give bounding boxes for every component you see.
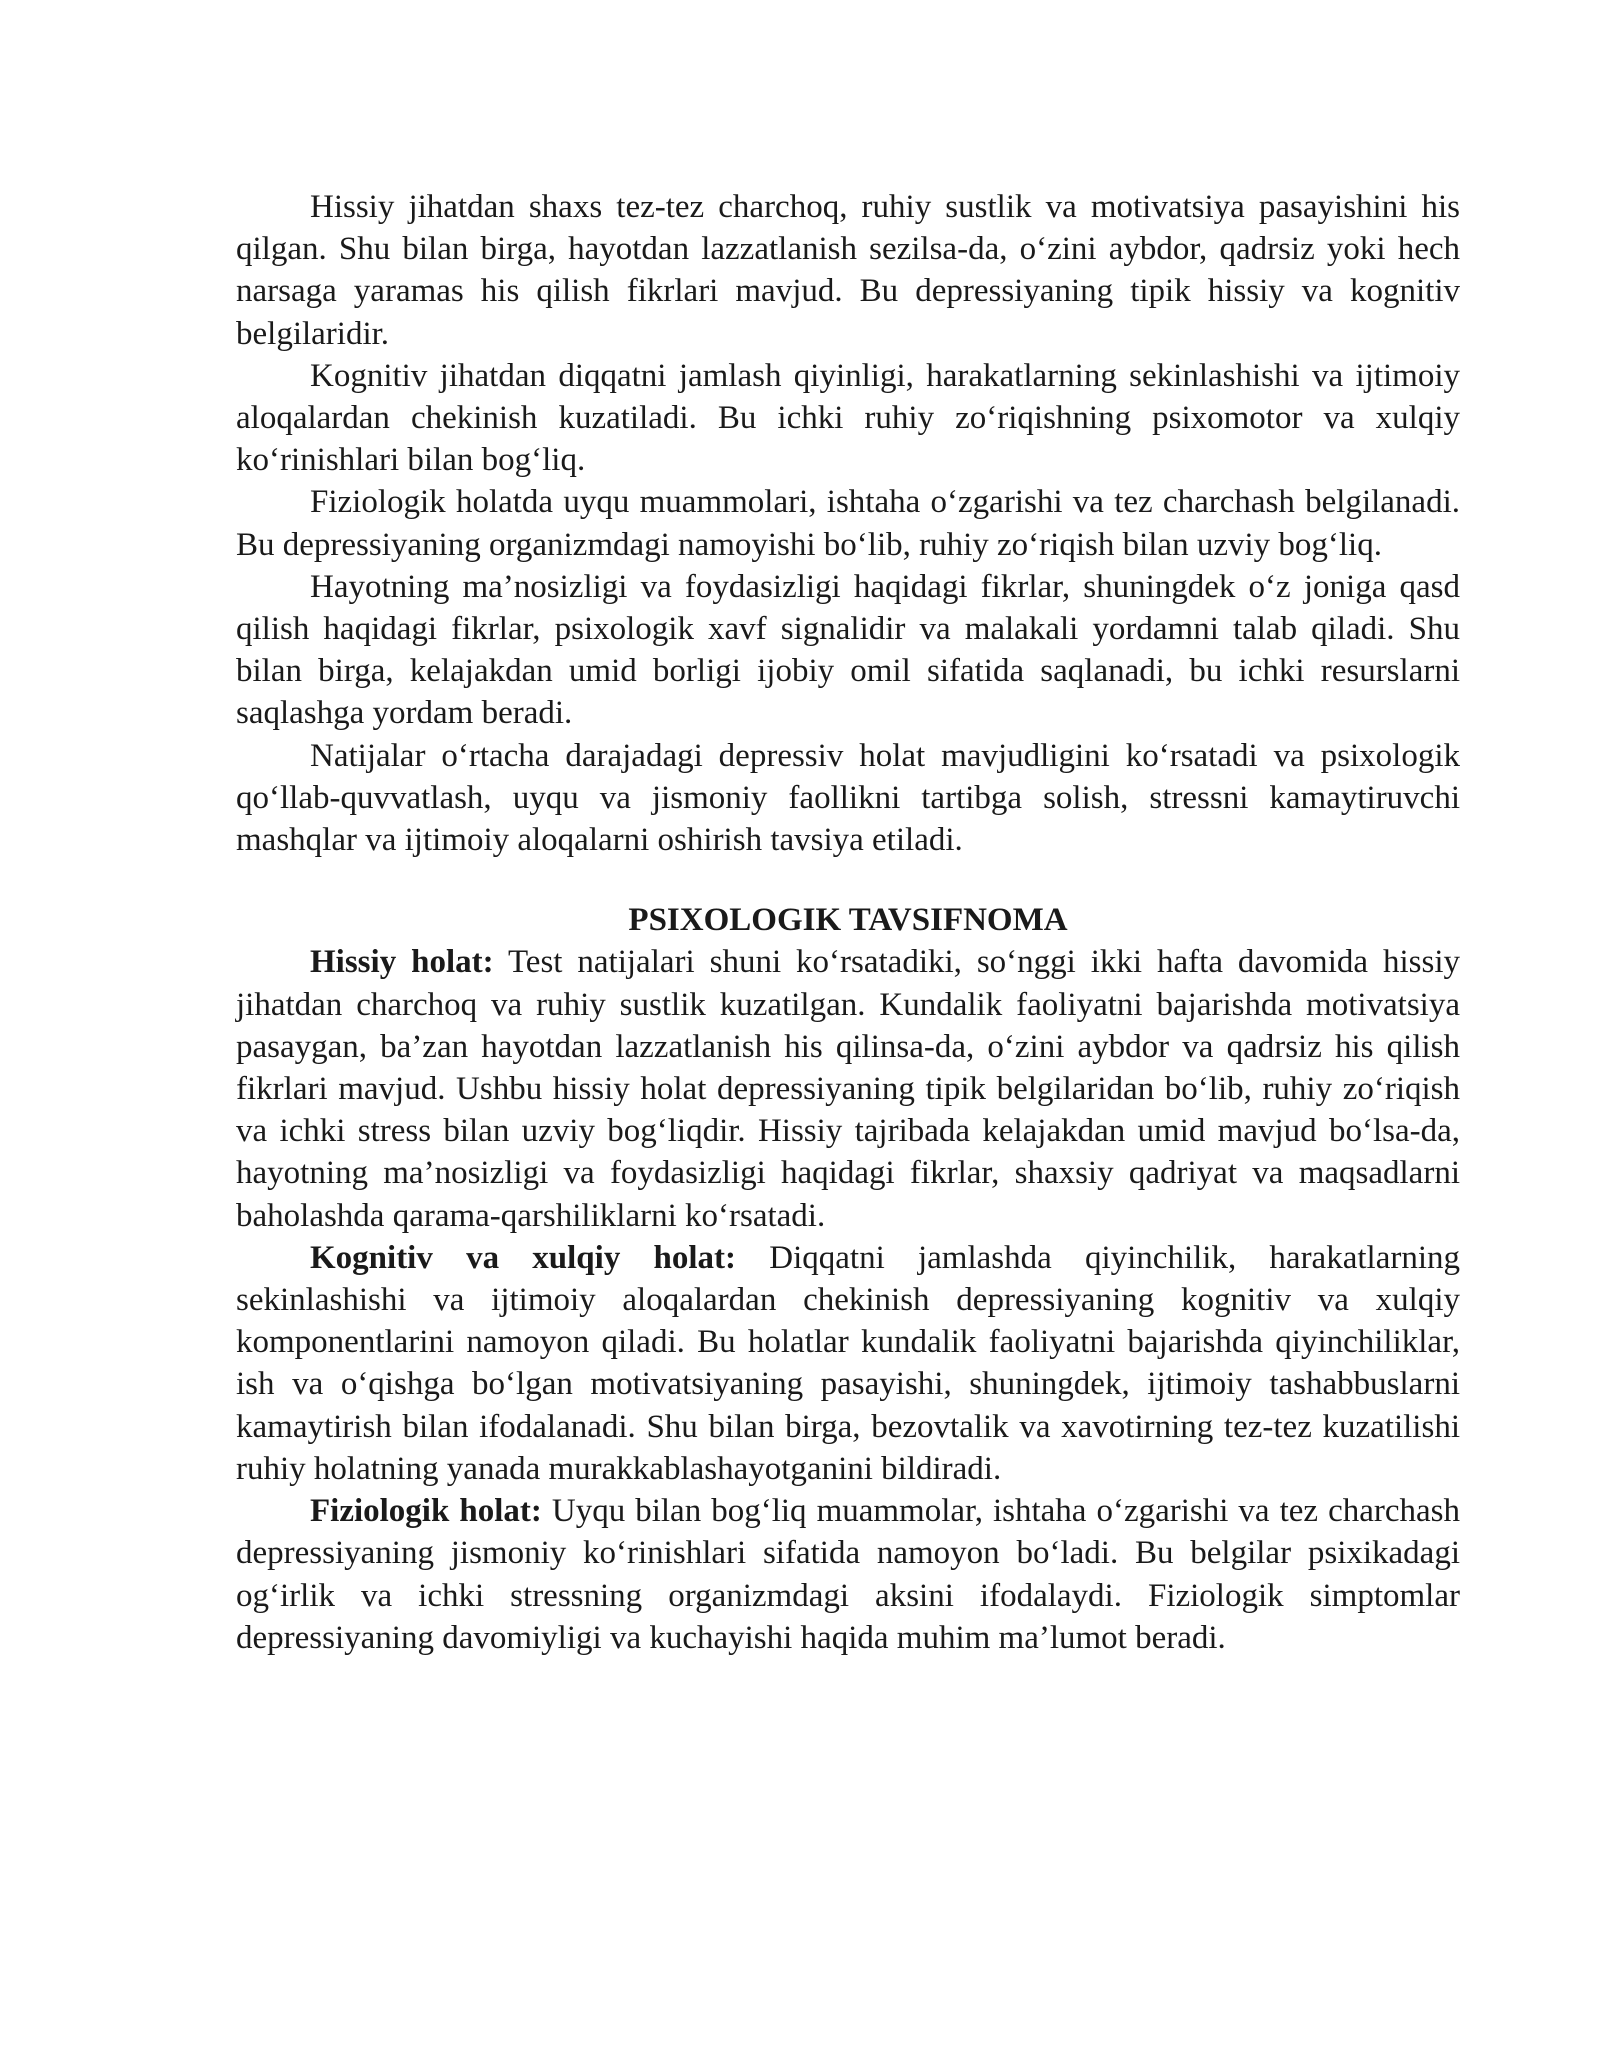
section-lead-emotional: Hissiy holat: <box>310 944 494 981</box>
intro-paragraph-cognitive: Kognitiv jihatdan diqqatni jamlash qiyinligi, harakatlarning sekinlashishi va ijtimoiy aloqalardan chekinish kuzatiladi. Bu ichki ruhiy zo‘riqishning psixomotor va xulqiy ko‘rinishlari bilan bog‘liq. <box>236 357 1460 479</box>
section-cognitive-behavioral-state <box>236 1237 1460 1490</box>
section-text-physiological: Uyqu bilan bog‘liq muammolar, ishtaha o‘zgarishi va tez charchash depressiyaning jismoniy ko‘rinishlari sifatida namoyon bo‘ladi. Bu belgilar psixikadagi og‘irlik va ichki stressning organizmdagi aksini ifodalaydi. Fiziologik simptomlar depressiyaning davomiyligi va kuchayishi haqida muhim ma’lumot beradi. <box>236 1493 1460 1656</box>
document-page <box>236 186 1460 1659</box>
section-emotional-state <box>236 941 1460 1236</box>
intro-paragraph-emotional: Hissiy jihatdan shaxs tez-tez charchoq, ruhiy sustlik va motivatsiya pasayishini his qilgan. Shu bilan birga, hayotdan lazzatlanish sezilsa-da, o‘zini aybdor, qadrsiz yoki hech narsaga yaramas his qilish fikrlari mavjud. Bu depressiyaning tipik hissiy va kognitiv belgilaridir. <box>236 189 1460 352</box>
section-text-emotional: Test natijalari shuni ko‘rsatadiki, so‘nggi ikki hafta davomida hissiy jihatdan charchoq va ruhiy sustlik kuzatilgan. Kundalik faoliyatni bajarishda motivatsiya pasaygan, ba’zan hayotdan lazzatlanish his qilinsa-da, o‘zini aybdor va qadrsiz his qilish fikrlari mavjud. Ushbu hissiy holat depressiyaning tipik belgilaridan bo‘lib, ruhiy zo‘riqish va ichki stress bilan uzviy bog‘liqdir. Hissiy tajribada kelajakdan umid mavjud bo‘lsa-da, hayotning ma’nosizligi va foydasizligi haqidagi fikrlar, shaxsiy qadriyat va maqsadlarni baholashda qarama-qarshiliklarni ko‘rsatadi. <box>236 944 1460 1234</box>
section-lead-physiological: Fiziologik holat: <box>310 1493 542 1530</box>
section-physiological-state <box>236 1490 1460 1659</box>
section-heading: PSIXOLOGIK TAVSIFNOMA <box>628 902 1068 939</box>
intro-paragraph-physiological: Fiziologik holatda uyqu muammolari, ishtaha o‘zgarishi va tez charchash belgilanadi. Bu depressiyaning organizmdagi namoyishi bo‘lib, ruhiy zo‘riqish bilan uzviy bog‘liq. <box>236 484 1460 563</box>
section-text-cognitive: Diqqatni jamlashda qiyinchilik, harakatlarning sekinlashishi va ijtimoiy aloqalardan chekinish depressiyaning kognitiv va xulqiy komponentlarini namoyon qiladi. Bu holatlar kundalik faoliyatni bajarishda qiyinchiliklar, ish va o‘qishga bo‘lgan motivatsiyaning pasayishi, shuningdek, ijtimoiy tashabbuslarni kamaytirish bilan ifodalanadi. Shu bilan birga, bezovtalik va xavotirning tez-tez kuzatilishi ruhiy holatning yanada murakkablashayotganini bildiradi. <box>236 1239 1460 1487</box>
section-lead-cognitive: Kognitiv va xulqiy holat: <box>310 1239 737 1276</box>
intro-paragraph-risk: Hayotning ma’nosizligi va foydasizligi haqidagi fikrlar, shuningdek o‘z joniga qasd qilish haqidagi fikrlar, psixologik xavf signalidir va malakali yordamni talab qiladi. Shu bilan birga, kelajakdan umid borligi ijobiy omil sifatida saqlanadi, bu ichki resurslarni saqlashga yordam beradi. <box>236 568 1460 732</box>
intro-paragraph-conclusion: Natijalar o‘rtacha darajadagi depressiv holat mavjudligini ko‘rsatadi va psixologik qo‘llab-quvvatlash, uyqu va jismoniy faollikni tartibga solish, stressni kamaytiruvchi mashqlar va ijtimoiy aloqalarni oshirish tavsiya etiladi. <box>236 737 1460 859</box>
